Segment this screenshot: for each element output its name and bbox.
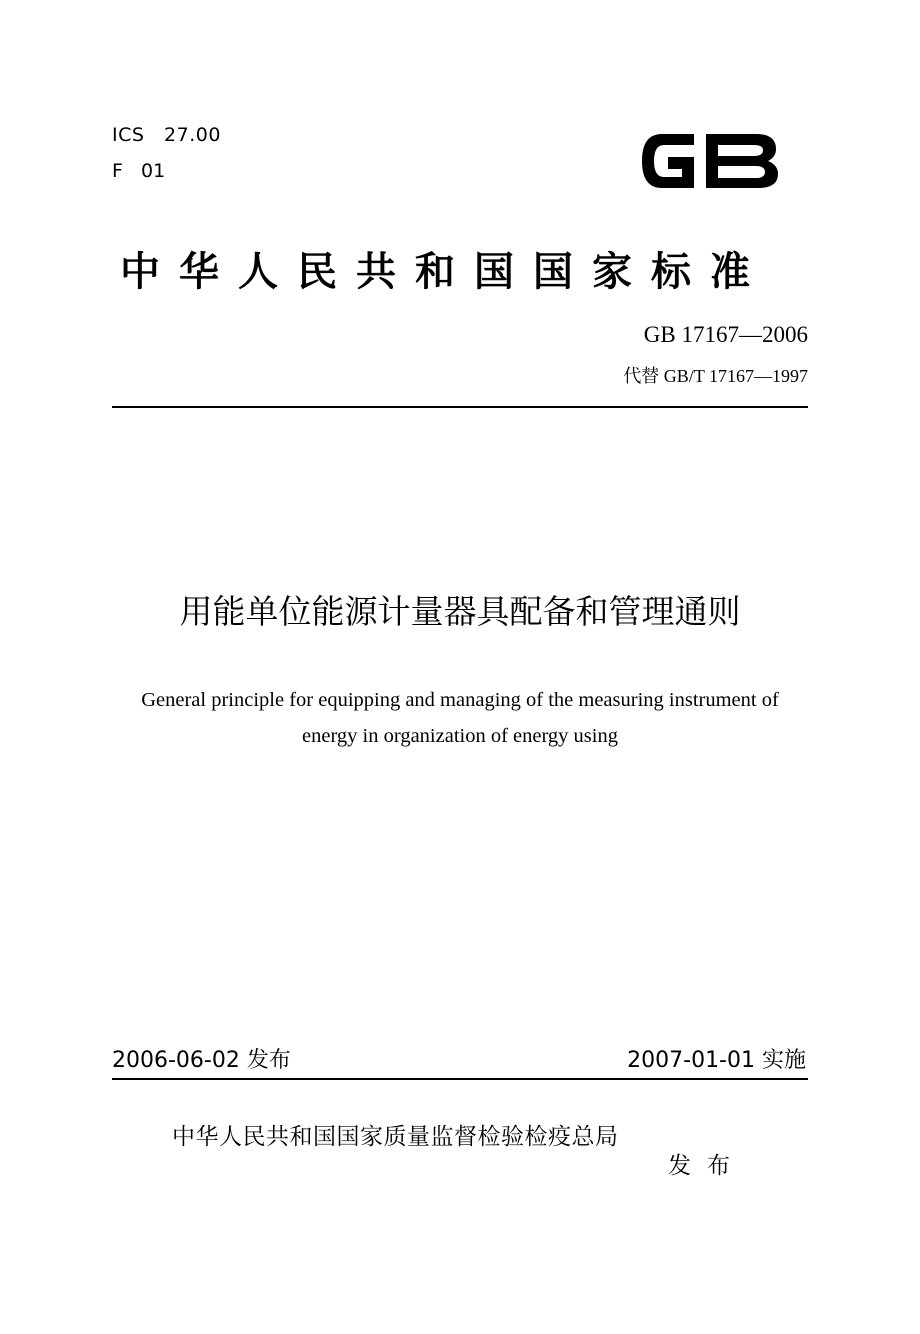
- national-standard-heading: 中华人民共和国国家标准: [120, 249, 769, 295]
- document-title-chinese: 用能单位能源计量器具配备和管理通则: [179, 592, 741, 631]
- gb-logo-icon: [636, 124, 784, 198]
- publish-date: 2006-06-02 发布: [112, 1048, 291, 1073]
- standard-number: GB 17167—2006: [643, 322, 808, 347]
- footer-divider: [112, 1078, 808, 1080]
- document-title-english: General principle for equipping and managing of the measuring instrument of energy in organization of energy using: [141, 689, 779, 747]
- issuing-authority: 中华人民共和国国家质量监督检验检疫总局: [172, 1124, 619, 1150]
- ccs-code: F 01: [112, 160, 166, 182]
- header-divider: [112, 406, 808, 408]
- ics-code: ICS 27.00: [112, 124, 221, 146]
- implement-date: 2007-01-01 实施: [627, 1048, 806, 1073]
- replaces-standard: 代替 GB/T 17167—1997: [623, 366, 808, 386]
- issued-label: 发布: [668, 1153, 746, 1179]
